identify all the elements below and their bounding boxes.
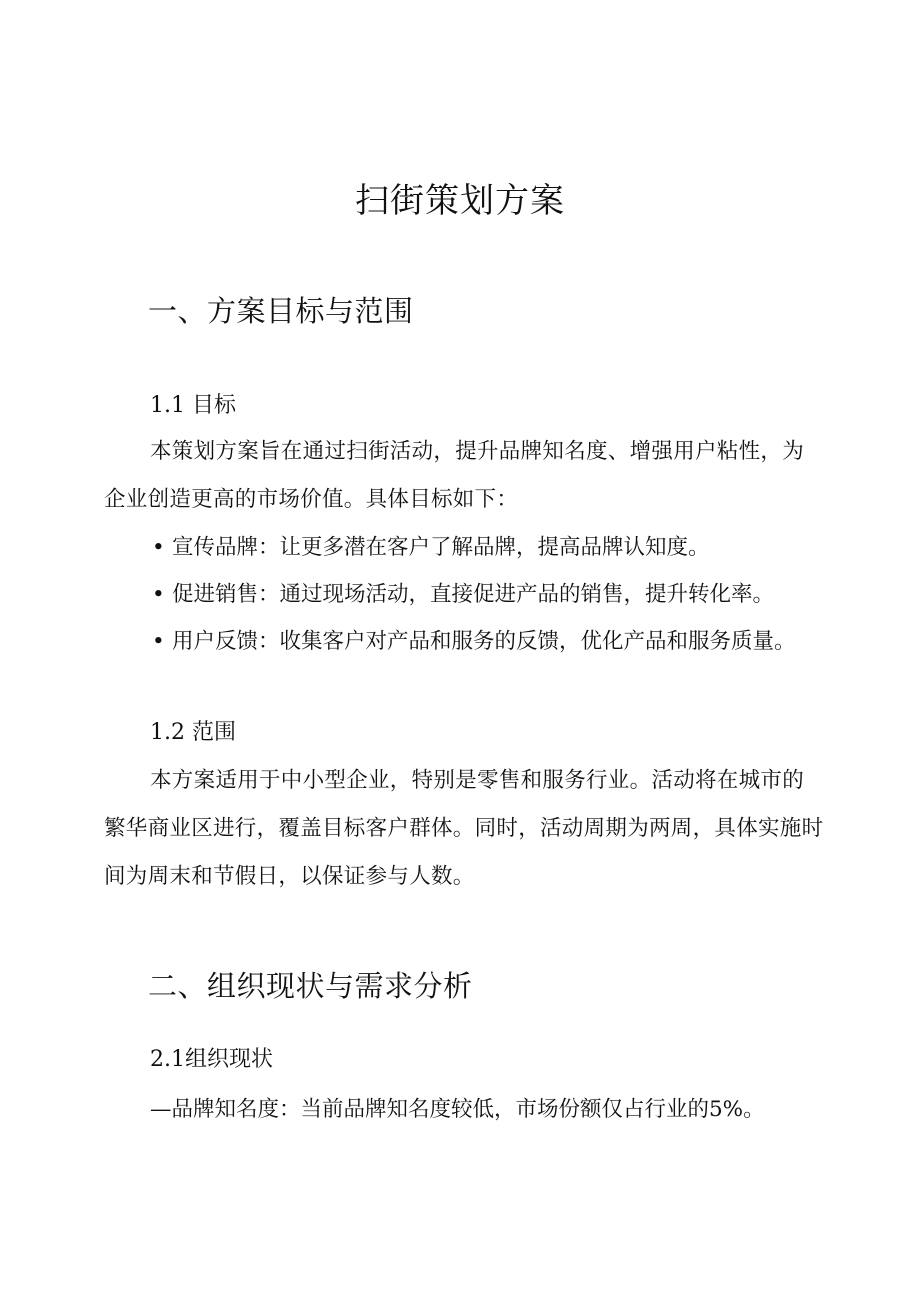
subsection-heading-2-1: 2.1组织现状 [150,1047,273,1072]
bullet-marker: • [152,535,165,560]
document-title: 扫街策划方案 [355,181,565,221]
section-heading-1: 一、方案目标与范围 [148,294,414,328]
list-item [150,571,840,618]
bullet-text: 用户反馈：收集客户对产品和服务的反馈，优化产品和服务质量。 [172,629,796,654]
list-item [150,524,840,571]
subsection-heading-1-1: 1.1 目标 [150,393,236,418]
goals-bullet-list [150,524,840,665]
section-heading-2: 二、组织现状与需求分析 [148,969,473,1003]
bullet-text: 宣传品牌：让更多潜在客户了解品牌，提高品牌认知度。 [172,535,710,560]
bullet-marker: • [152,629,165,654]
bullet-text: 促进销售：通过现场活动，直接促进产品的销售，提升转化率。 [172,582,775,607]
subsection-heading-1-2: 1.2 范围 [150,720,236,745]
paragraph-scope: 本方案适用于中小型企业，特别是零售和服务行业。活动将在城市的繁华商业区进行，覆盖目标客户群体。同时，活动周期为两周，具体实施时间为周末和节假日，以保证参与人数。 [104,768,824,889]
org-status-line: —品牌知名度：当前品牌知名度较低，市场份额仅占行业的5%。 [150,1097,765,1122]
bullet-marker: • [152,582,165,607]
paragraph-goals: 本策划方案旨在通过扫街活动，提升品牌知名度、增强用户粘性，为企业创造更高的市场价值。具体目标如下： [104,439,805,512]
list-item [150,618,840,665]
